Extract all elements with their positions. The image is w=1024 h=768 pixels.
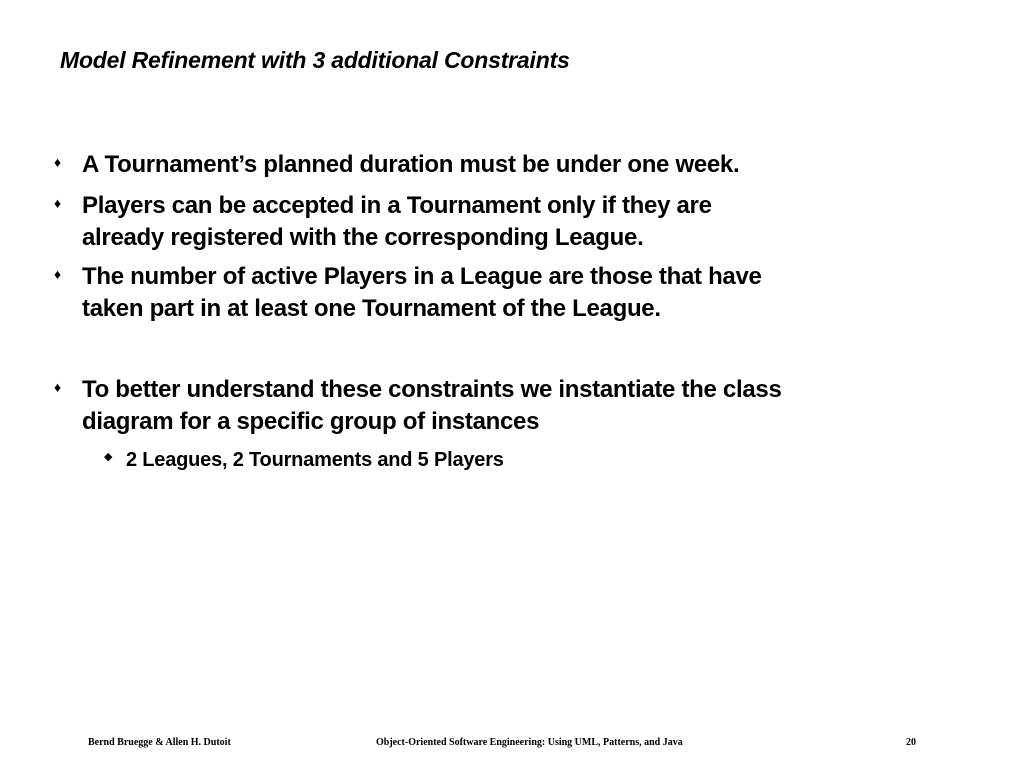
diamond-bullet-icon: ♦: [54, 266, 62, 282]
bullet-text: [82, 261, 962, 325]
bullet-line: To better understand these constraints we instantiate the class: [82, 376, 782, 403]
bullet-text: [82, 190, 962, 254]
bullet-line: already registered with the corresponding League.: [82, 224, 644, 251]
bullet-line: Players can be accepted in a Tournament only if they are: [82, 192, 712, 219]
footer-authors: Bernd Bruegge & Allen H. Dutoit: [88, 737, 231, 748]
sub-bullet-text: 2 Leagues, 2 Tournaments and 5 Players: [126, 449, 504, 471]
bullet-line: The number of active Players in a League are those that have: [82, 263, 762, 290]
footer-page-number: 20: [906, 737, 916, 748]
bullet-line: A Tournament’s planned duration must be under one week.: [82, 151, 740, 178]
small-diamond-bullet-icon: ◆: [104, 451, 113, 463]
diamond-bullet-icon: ♦: [54, 195, 62, 211]
bullet-text: [82, 374, 962, 438]
bullet-line: diagram for a specific group of instances: [82, 408, 540, 435]
bullet-text: [82, 149, 962, 181]
slide-title: Model Refinement with 3 additional Constraints: [60, 47, 570, 73]
bullet-line: taken part in at least one Tournament of the League.: [82, 295, 661, 322]
diamond-bullet-icon: ♦: [54, 154, 62, 170]
diamond-bullet-icon: ♦: [54, 379, 62, 395]
footer-book-title: Object-Oriented Software Engineering: Using UML, Patterns, and Java: [376, 737, 683, 748]
